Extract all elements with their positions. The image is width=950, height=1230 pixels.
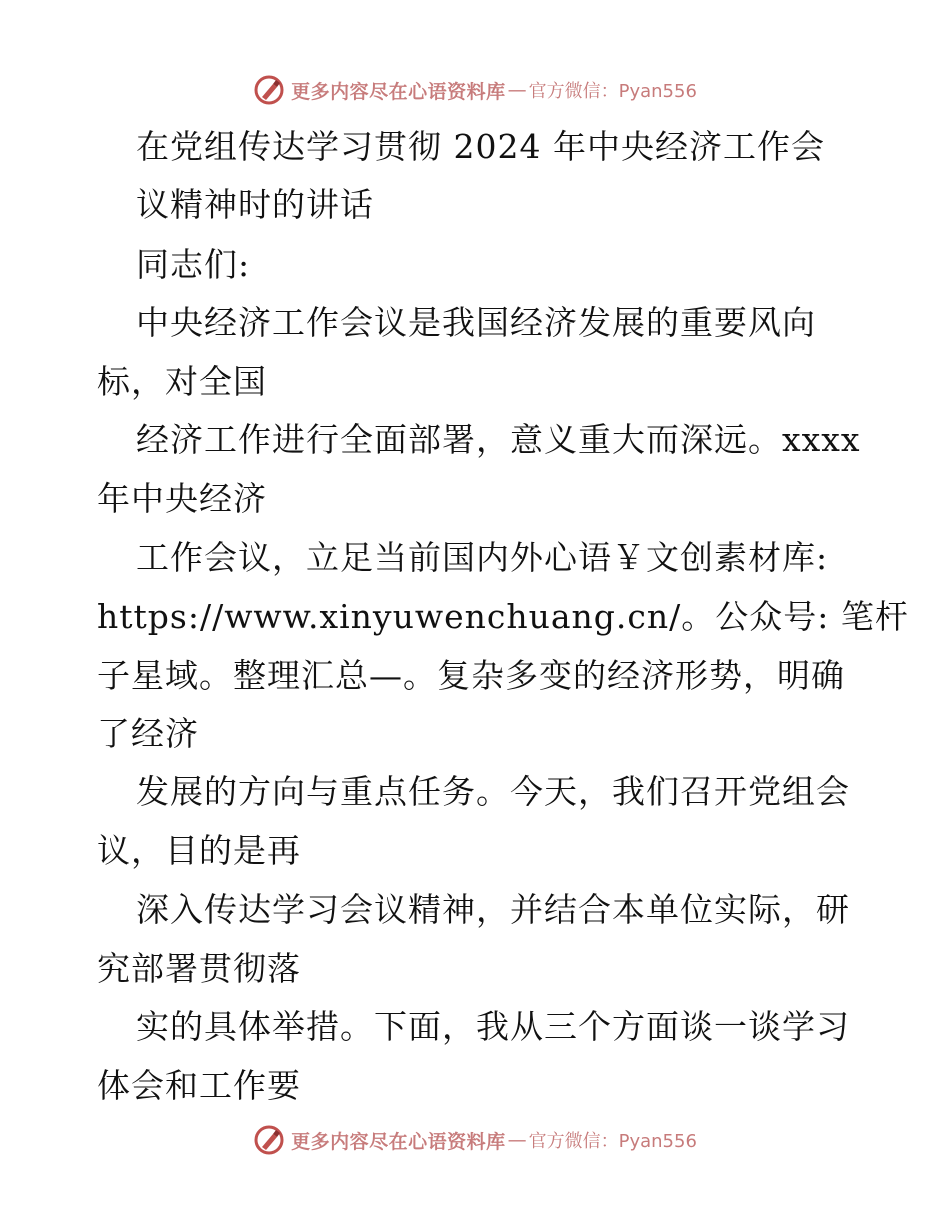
paragraph-line: 发展的方向与重点任务。今天，我们召开党组会 xyxy=(136,772,850,811)
header-banner xyxy=(0,70,950,110)
banner-text: 更多内容尽在心语资料库 xyxy=(291,80,506,103)
banner-text: 更多内容尽在心语资料库 xyxy=(291,1130,506,1153)
paragraph-line: 实的具体举措。下面，我从三个方面谈一谈学习 xyxy=(136,1007,850,1046)
title-line-1: 在党组传达学习贯彻 2024 年中央经济工作会 xyxy=(136,127,825,166)
pen-circle-logo-icon xyxy=(253,74,285,106)
salutation: 同志们: xyxy=(136,245,251,284)
pen-circle-logo-icon xyxy=(253,1124,285,1156)
banner-separator: — xyxy=(507,79,527,101)
paragraph-line: 工作会议，立足当前国内外心语￥文创素材库: xyxy=(136,538,829,577)
paragraph-line: 年中央经济 xyxy=(97,479,267,518)
paragraph-line: 议，目的是再 xyxy=(97,831,301,870)
banner-wechat: 官方微信：Pyan556 xyxy=(528,1131,697,1152)
paragraph-line: https://www.xinyuwenchuang.cn/。公众号: 笔杆 xyxy=(97,597,909,636)
paragraph-line: 了经济 xyxy=(97,714,199,753)
paragraph-line: 中央经济工作会议是我国经济发展的重要风向 xyxy=(136,303,816,342)
title-line-2: 议精神时的讲话 xyxy=(136,185,374,224)
banner-separator: — xyxy=(507,1129,527,1151)
paragraph-line: 经济工作进行全面部署，意义重大而深远。xxxx xyxy=(136,420,861,459)
paragraph-line: 深入传达学习会议精神，并结合本单位实际，研 xyxy=(136,890,850,929)
footer-banner xyxy=(0,1120,950,1160)
paragraph-line: 标，对全国 xyxy=(97,362,267,401)
paragraph-line: 子星域。整理汇总—。复杂多变的经济形势，明确 xyxy=(97,656,845,695)
paragraph-line: 体会和工作要 xyxy=(97,1066,301,1105)
paragraph-line: 究部署贯彻落 xyxy=(97,949,301,988)
banner-wechat: 官方微信：Pyan556 xyxy=(528,81,697,102)
